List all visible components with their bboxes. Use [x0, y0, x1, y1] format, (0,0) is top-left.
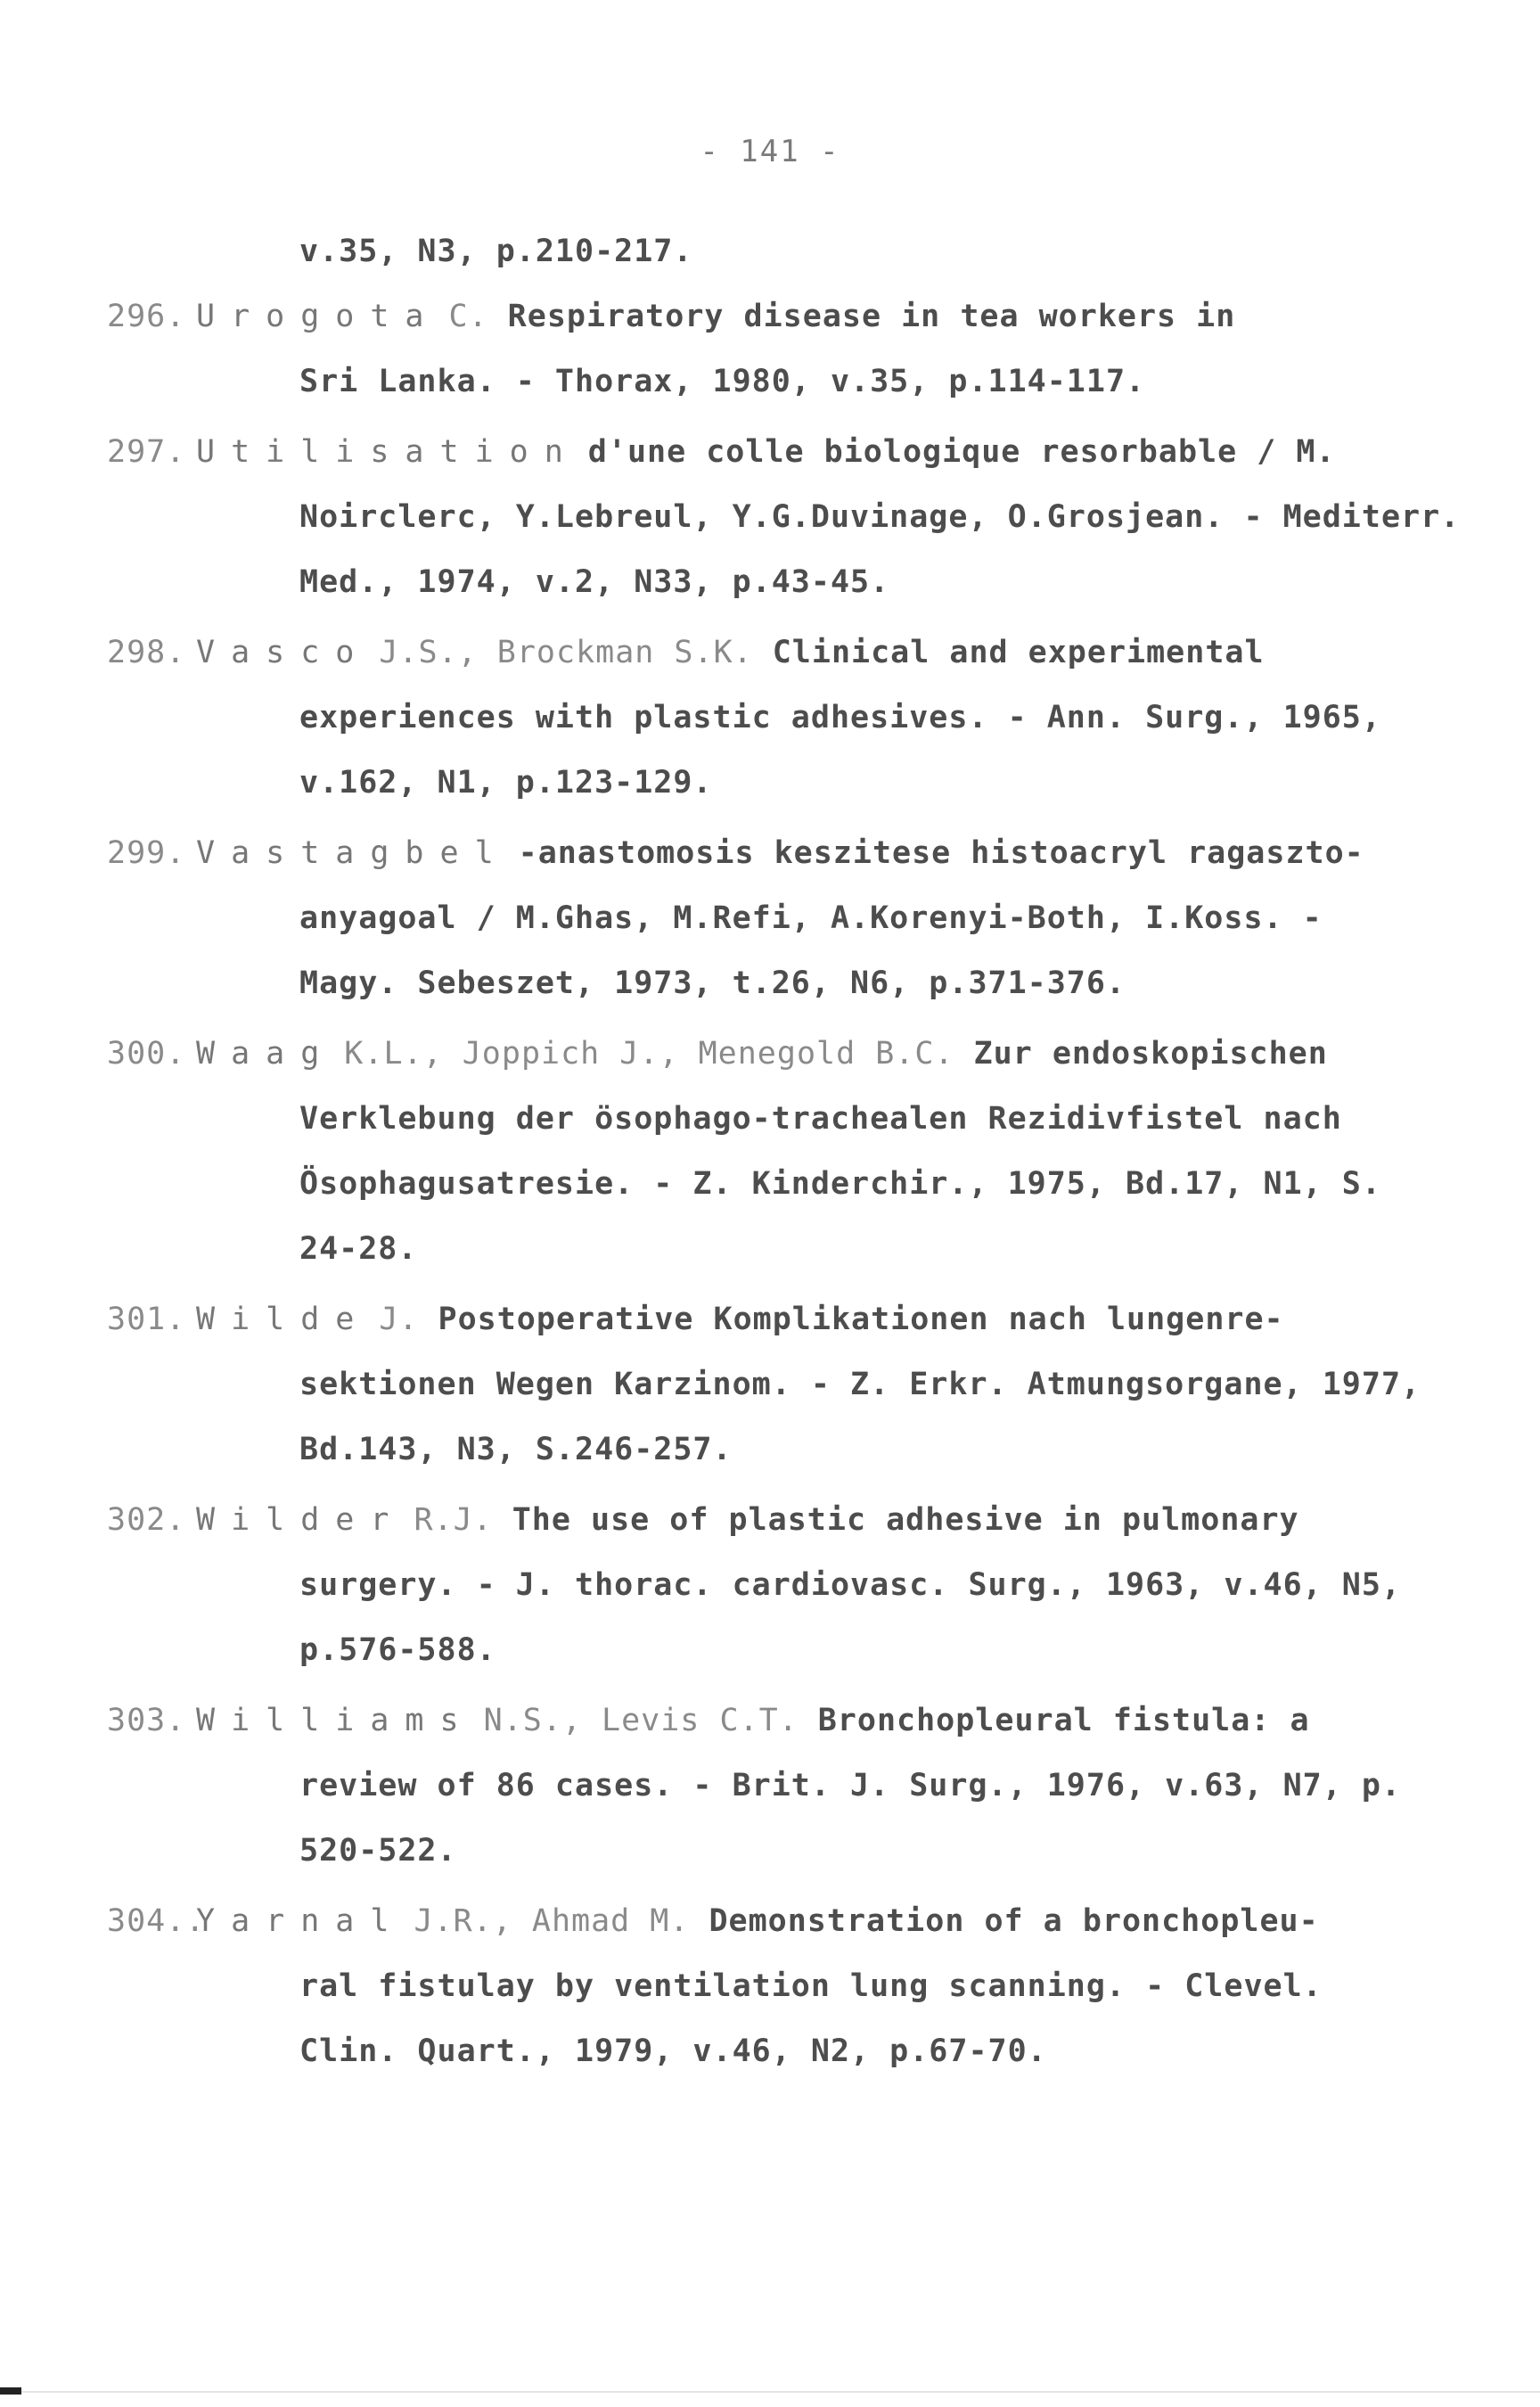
entry-continuation-line: sektionen Wegen Karzinom. - Z. Erkr. Atmungsorgane, 1977, [299, 1367, 1421, 1402]
entry-continuation-line: anyagoal / M.Ghas, M.Refi, A.Korenyi-Both, I.Koss. - [299, 900, 1323, 936]
scan-edge-mark [0, 2387, 21, 2395]
entries-container [107, 284, 1497, 2084]
scan-edge-line [21, 2391, 1540, 2393]
reference-entry [107, 1688, 1497, 1884]
reference-entry [107, 620, 1497, 816]
entry-first-line [107, 1022, 1497, 1087]
entry-number: 300. [107, 1036, 186, 1072]
entry-continuation-line: ral fistulay by ventilation lung scanning. - Clevel. [299, 1968, 1323, 2004]
entry-first-line [107, 821, 1497, 886]
entry-first-line [107, 284, 1497, 349]
entry-continuation-line: Sri Lanka. - Thorax, 1980, v.35, p.114-117. [299, 364, 1146, 399]
entry-number: 302. [107, 1502, 186, 1538]
entry-first-line [107, 1688, 1497, 1754]
entry-title-start: Zur endoskopischen [973, 1036, 1328, 1072]
entry-number: 299. [107, 835, 186, 871]
entry-first-line [107, 620, 1497, 686]
entry-author-spaced: Vasco [196, 635, 371, 670]
entry-initials: R.J. [414, 1502, 493, 1538]
entry-title-start: The use of plastic adhesive in pulmonary [512, 1502, 1299, 1538]
entry-first-line [107, 1889, 1497, 1954]
entry-number: 298. [107, 635, 186, 670]
entry-first-line [107, 1287, 1497, 1352]
entry-initials: C. [448, 299, 488, 334]
reference-entry [107, 1488, 1497, 1683]
entry-initials: K.L., Joppich J., Menegold B.C. [344, 1036, 954, 1072]
entry-continuation-line: Noirclerc, Y.Lebreul, Y.G.Duvinage, O.Grosjean. - Mediterr. [299, 499, 1461, 535]
entry-continuation-line: Med., 1974, v.2, N33, p.43-45. [299, 564, 890, 600]
reference-entry [107, 420, 1497, 615]
entry-initials: N.S., Levis C.T. [483, 1703, 799, 1738]
entry-continuation-line: Clin. Quart., 1979, v.46, N2, p.67-70. [299, 2033, 1047, 2069]
reference-list [107, 219, 1497, 2084]
entry-author-spaced: Wilde [196, 1302, 371, 1337]
entry-number: 301. [107, 1302, 186, 1337]
reference-entry [107, 821, 1497, 1016]
entry-continuation-line: surgery. - J. thorac. cardiovasc. Surg., 1963, v.46, N5, [299, 1567, 1402, 1603]
entry-continuation-line: review of 86 cases. - Brit. J. Surg., 1976, v.63, N7, p. [299, 1768, 1402, 1803]
entry-author-spaced: Yarnal [196, 1903, 405, 1939]
entry-title-start: Clinical and experimental [772, 635, 1265, 670]
entry-title-start: Postoperative Komplikationen nach lungenre- [438, 1302, 1284, 1337]
reference-entry [107, 1889, 1497, 2084]
page-number: - 141 - [700, 134, 840, 169]
entry-author-spaced: Waag [196, 1036, 336, 1072]
entry-author-spaced: Williams [196, 1703, 475, 1738]
entry-initials: J. [379, 1302, 419, 1337]
entry-continuation-line: Magy. Sebeszet, 1973, t.26, N6, p.371-376. [299, 965, 1126, 1001]
intro-continuation-line: v.35, N3, p.210-217. [299, 234, 693, 269]
reference-entry [107, 1022, 1497, 1282]
entry-author-spaced: Utilisation [196, 434, 579, 470]
entry-number: 304.. [107, 1903, 206, 1939]
entry-first-line [107, 1488, 1497, 1553]
reference-entry [107, 284, 1497, 415]
entry-continuation-line: p.576-588. [299, 1632, 496, 1668]
entry-author-spaced: Urogota [196, 299, 440, 334]
entry-title-start: -anastomosis keszitese histoacryl ragaszto- [518, 835, 1364, 871]
entry-continuation-line: 520-522. [299, 1833, 457, 1869]
entry-initials: J.S., Brockman S.K. [379, 635, 753, 670]
entry-continuation-line: Bd.143, N3, S.246-257. [299, 1432, 733, 1467]
entry-first-line [107, 420, 1497, 485]
entry-continuation-line: Verklebung der ösophago-trachealen Rezidivfistel nach [299, 1101, 1342, 1137]
entry-title-start: Demonstration of a bronchopleu- [709, 1903, 1319, 1939]
entry-author-spaced: Vastagbel [196, 835, 510, 871]
entry-author-spaced: Wilder [196, 1502, 405, 1538]
entry-continuation-line: 24-28. [299, 1231, 418, 1267]
entry-title-start: Respiratory disease in tea workers in [507, 299, 1236, 334]
entry-continuation-line: experiences with plastic adhesives. - Ann. Surg., 1965, [299, 700, 1381, 735]
entry-number: 297. [107, 434, 186, 470]
entry-number: 296. [107, 299, 186, 334]
entry-title-start: Bronchopleural fistula: a [817, 1703, 1310, 1738]
entry-number: 303. [107, 1703, 186, 1738]
entry-continuation-line: v.162, N1, p.123-129. [299, 765, 713, 801]
entry-title-start: d'une colle biologique resorbable / M. [587, 434, 1336, 470]
entry-continuation-line: Ösophagusatresie. - Z. Kinderchir., 1975, Bd.17, N1, S. [299, 1166, 1381, 1202]
reference-entry [107, 1287, 1497, 1483]
entry-initials: J.R., Ahmad M. [414, 1903, 690, 1939]
